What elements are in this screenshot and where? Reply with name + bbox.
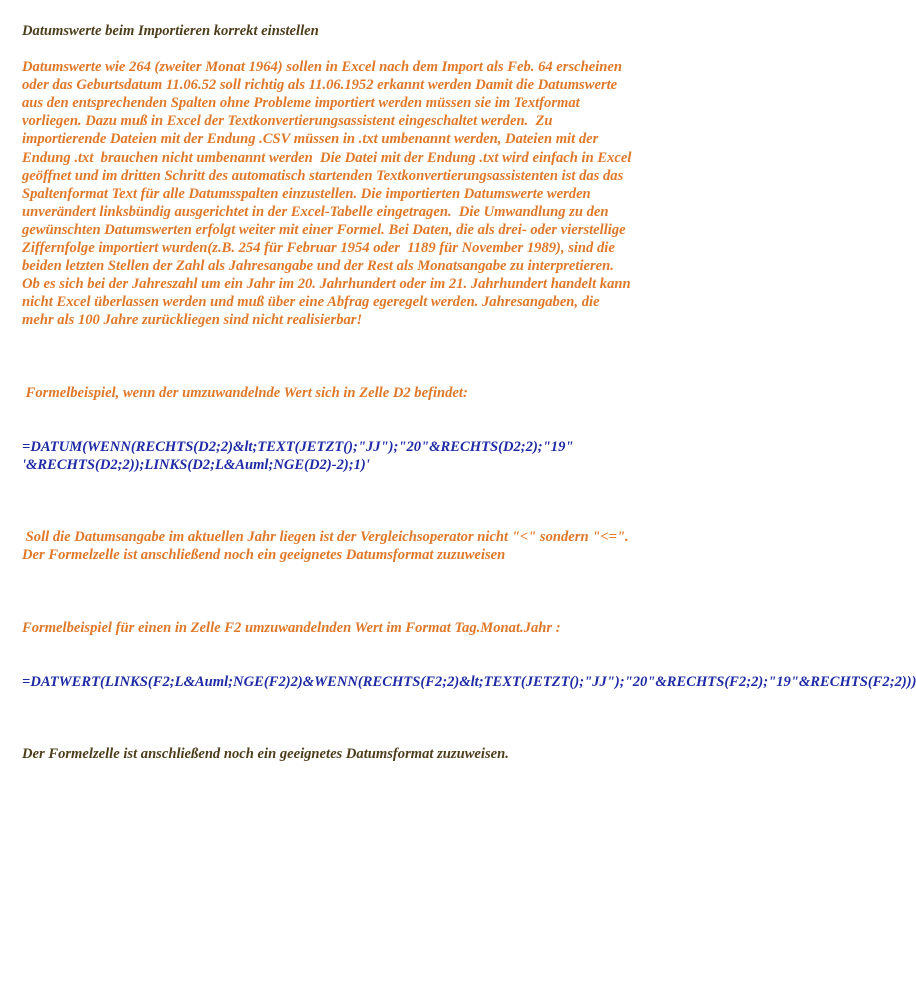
example1-section: [22, 348, 632, 511]
example1-label: Formelbeispiel, wenn der umzuwandelnde Wert sich in Zelle D2 befindet:: [22, 384, 468, 401]
document-page: [22, 22, 916, 781]
example1-formula: =DATUM(WENN(RECHTS(D2;2)&lt;TEXT(JETZT();"JJ");"20"&RECHTS(D2;2);"19" '&RECHTS(D2;2));LINKS(D2;L&Auml;NGE(D2)-2);1)': [22, 438, 578, 474]
closing-paragraph: Der Formelzelle ist anschließend noch ein geeignetes Datumsformat zuzuweisen.: [22, 746, 509, 763]
example2-label: Formelbeispiel für einen in Zelle F2 umzuwandelnden Wert im Format Tag.Monat.Jahr :: [22, 619, 561, 636]
example2-formula: =DATWERT(LINKS(F2;L&Auml;NGE(F2)2)&WENN(RECHTS(F2;2)&lt;TEXT(JETZT();"JJ");"20"&RECHTS(F2;2);"19"&RECHTS(F2;2))): [22, 674, 916, 690]
example2-section: [22, 583, 916, 728]
note-paragraph: Soll die Datumsangabe im aktuellen Jahr liegen ist der Vergleichsoperator nicht "<" sondern "<=". Der Formelzelle ist anschließend noch ein geeignetes Datumsformat zuzuweisen: [22, 529, 633, 564]
intro-paragraph: Datumswerte wie 264 (zweiter Monat 1964) sollen in Excel nach dem Import als Feb. 64 erscheinen oder das Geburtsdatum 11.06.52 soll richtig als 11.06.1952 erkannt werden Damit die Datumswerte aus den entsprechenden Spalten ohne Probleme importiert werden müssen sie im Textformat vorliegen. Dazu muß in Excel der Textkonvertierungsassistent eingeschaltet werden. Zu importierende Dateien mit der Endung .CSV müssen in .txt umbenannt werden, Dateien mit der Endung .txt brauchen nicht umbenannt werden Die Datei mit der Endung .txt wird einfach in Excel geöffnet und im dritten Schritt des automatisch startenden Textkonvertierungsassistenten ist das das Spaltenformat Text für alle Datumsspalten einzustellen. Die importierten Datumswerte werden unverändert linksbündig ausgerichtet in der Excel-Tabelle eingetragen. Die Umwandlung zu den gewünschten Datumswerten erfolgt weiter mit einer Formel. Bei Daten, die als drei- oder vierstellige Ziffernfolge importiert wurden(z.B. 254 für Februar 1954 oder 1189 für November 1989), sind die beiden letzten Stellen der Zahl als Jahresangabe und der Rest als Monatsangabe zu interpretieren. Ob es sich bei der Jahreszahl um ein Jahr im 20. Jahrhundert oder im 21. Jahrhundert handelt kann nicht Excel überlassen werden und muß über eine Abfrag egeregelt werden. Jahresangaben, die mehr als 100 Jahre zurückliegen sind nicht realisierbar!: [22, 59, 636, 329]
document-title: Datumswerte beim Importieren korrekt einstellen: [22, 23, 319, 39]
